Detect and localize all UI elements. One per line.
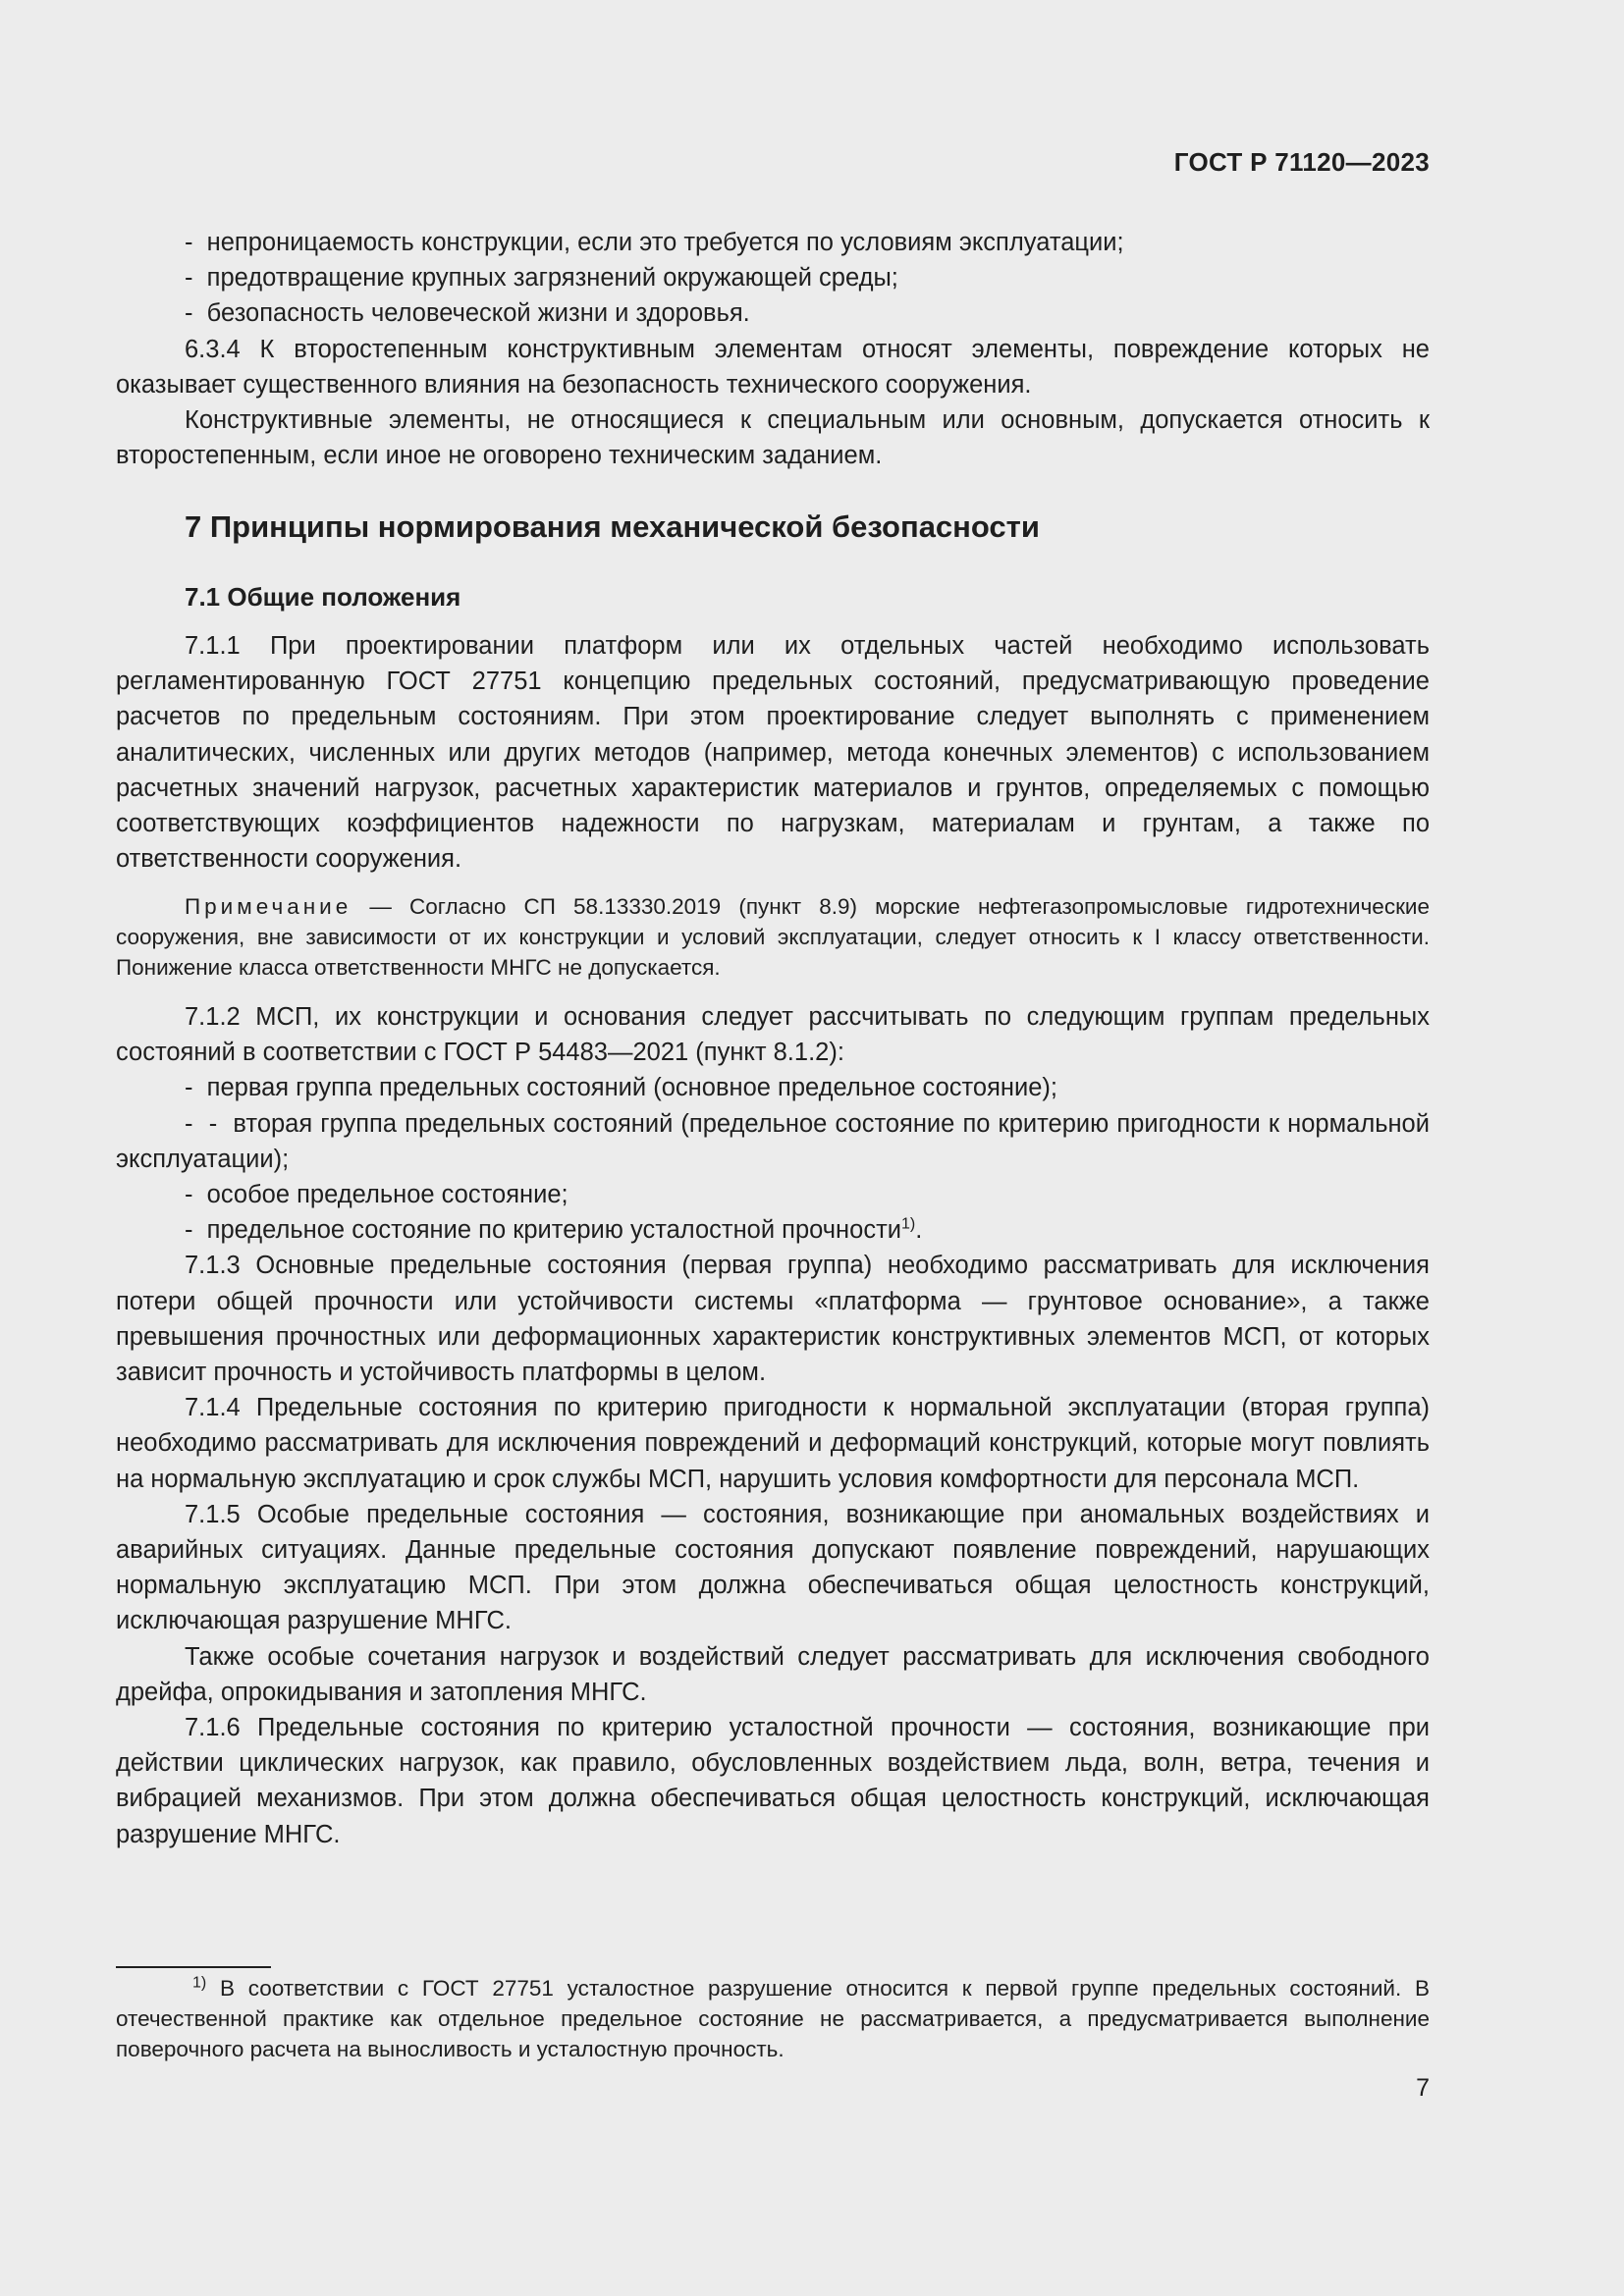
section-heading: 7 Принципы нормирования механической безопасности (185, 509, 1040, 544)
footnote-mark: 1) (192, 1974, 207, 1992)
document-code: ГОСТ Р 71120—2023 (1173, 147, 1430, 177)
paragraph-6-3-4: 6.3.4 К второстепенным конструктивным элементам относят элементы, повреждение которых не оказывает существенного влияния на безопасность технического сооружения. (116, 335, 1430, 399)
footnote-separator (116, 1966, 271, 1968)
list-item: - особое предельное состояние; (116, 1177, 1430, 1212)
note-text: — Согласно СП 58.13330.2019 (пункт 8.9) морские нефтегазопромысловые гидротехнические сооружения, вне зависимости от их конструкции и условий эксплуатации, следует относить к I классу ответственности. Понижение класса ответственности МНГС не допускается. (116, 894, 1430, 980)
page-number: 7 (1416, 2074, 1430, 2102)
footnote (116, 1973, 1430, 2064)
paragraph-7-1-4: 7.1.4 Предельные состояния по критерию пригодности к нормальной эксплуатации (вторая группа) необходимо рассматривать для исключения повреждений и деформаций конструкций, которые могут повлиять на нормальную эксплуатацию и срок службы МСП, нарушить условия комфортности для персонала МСП. (116, 1394, 1430, 1493)
list-item-wrapped: - - вторая группа предельных состояний (предельное состояние по критерию пригодности к нормальной эксплуатации); (116, 1106, 1430, 1177)
subsection-heading: 7.1 Общие положения (185, 582, 461, 612)
list-item-with-footnote: - предельное состояние по критерию усталостной прочности$^{1)}$. (116, 1212, 1430, 1248)
list-item: - непроницаемость конструкции, если это требуется по условиям эксплуатации; (116, 225, 1430, 260)
body-block (116, 999, 1430, 1852)
paragraph-7-1-5-continued: Также особые сочетания нагрузок и воздействий следует рассматривать для исключения свободного дрейфа, опрокидывания и затопления МНГС. (116, 1642, 1430, 1706)
paragraph-7-1-1: 7.1.1 При проектировании платформ или их отдельных частей необходимо использовать регламентированную ГОСТ 27751 концепцию предельных состояний, предусматривающую проведение расчетов по предельным состояниям. При этом проектирование следует выполнять с применением аналитических, численных или других методов (например, метода конечных элементов) с использованием расчетных значений нагрузок, расчетных характеристик материалов и грунтов, определяемых с помощью соответствующих коэффициентов надежности по нагрузкам, материалам и грунтам, а также по ответственности сооружения. (116, 632, 1430, 874)
note (116, 891, 1430, 983)
subsection-7-1-heading-block (116, 579, 1430, 614)
paragraph-7-1-1-block (116, 628, 1430, 877)
footnote-text: В соответствии с ГОСТ 27751 усталостное разрушение относится к первой группе предельных состояний. В отечественной практике как отдельное предельное состояние не рассматривается, а предусматривается выполнение поверочного расчета на выносливость и усталостную прочность. (116, 1976, 1430, 2061)
section-7-heading-block (116, 509, 1430, 545)
paragraph-7-1-6: 7.1.6 Предельные состояния по критерию усталостной прочности — состояния, возникающие при действии циклических нагрузок, как правило, обусловленных воздействием льда, волн, ветра, течения и вибрацией механизмов. При этом должна обеспечиваться общая целостность конструкций, исключающая разрушение МНГС. (116, 1714, 1430, 1848)
intro-list (116, 225, 1430, 473)
note-label: Примечание (185, 894, 352, 919)
paragraph-6-3-4-continued: Конструктивные элементы, не относящиеся к специальным или основным, допускается относить к второстепенным, если иное не оговорено техническим заданием. (116, 406, 1430, 470)
paragraph-7-1-2: 7.1.2 МСП, их конструкции и основания следует рассчитывать по следующим группам предельных состояний в соответствии с ГОСТ Р 54483—2021 (пункт 8.1.2): (116, 1003, 1430, 1067)
paragraph-7-1-3: 7.1.3 Основные предельные состояния (первая группа) необходимо рассматривать для исключения потери общей прочности или устойчивости системы «платформа — грунтовое основание», а также превышения прочностных или деформационных характеристик конструктивных элементов МСП, от которых зависит прочность и устойчивость платформы в целом. (116, 1252, 1430, 1387)
list-item: - предотвращение крупных загрязнений окружающей среды; (116, 260, 1430, 295)
list-item: - безопасность человеческой жизни и здоровья. (116, 295, 1430, 331)
note-block (116, 891, 1430, 983)
list-item: - первая группа предельных состояний (основное предельное состояние); (116, 1070, 1430, 1105)
footnote-reference: 1) (901, 1215, 916, 1233)
paragraph-7-1-5: 7.1.5 Особые предельные состояния — состояния, возникающие при аномальных воздействиях и аварийных ситуациях. Данные предельные состояния допускают появление повреждений, нарушающих нормальную эксплуатацию МСП. При этом должна обеспечиваться общая целостность конструкций, исключающая разрушение МНГС. (116, 1500, 1430, 1635)
